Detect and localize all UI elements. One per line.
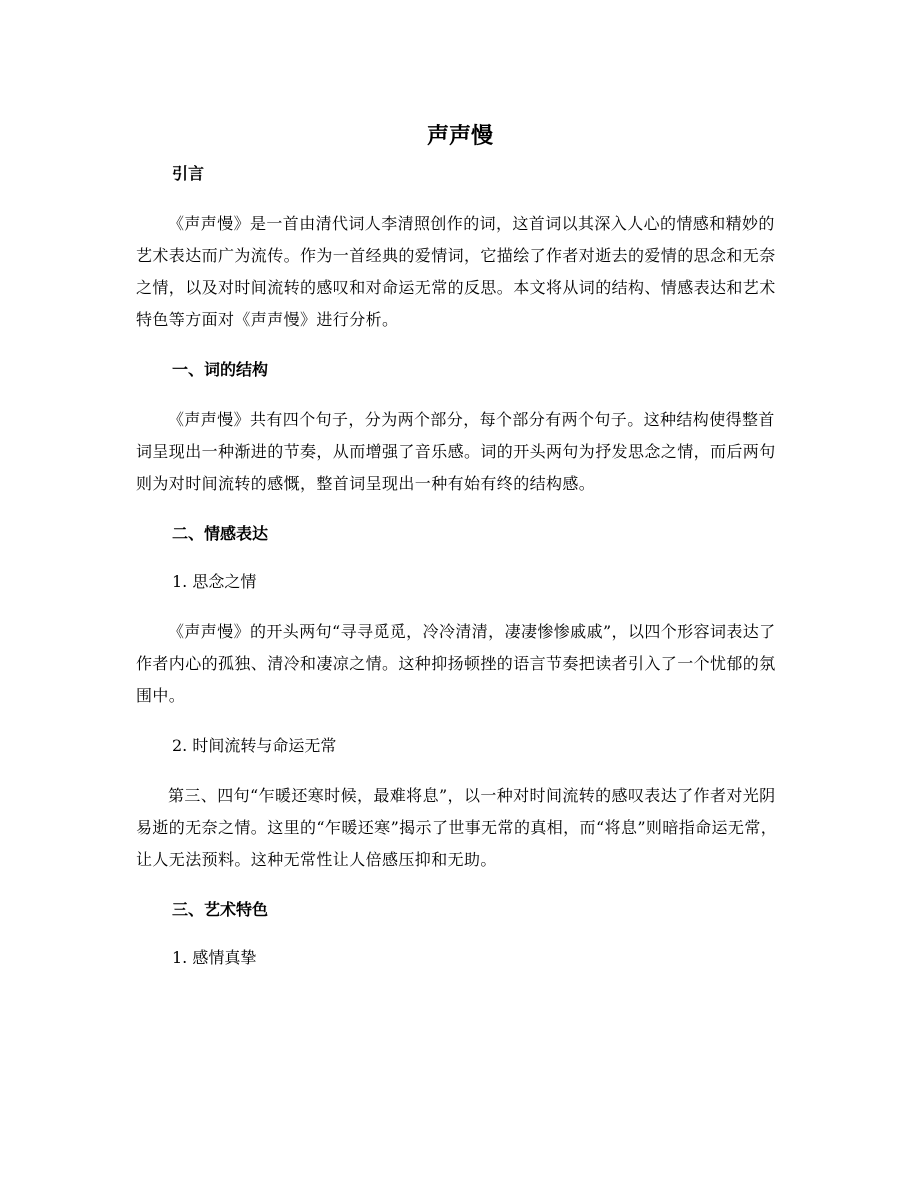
section1-paragraph: 《声声慢》共有四个句子，分为两个部分，每个部分有两个句子。这种结构使得整首词呈现出一种渐进的节奏，从而增强了音乐感。词的开头两句为抒发思念之情，而后两句则为对时间流转的感慨，整首词呈现出一种有始有终的结构感。 — [136, 410, 776, 493]
document-title: 声声慢 — [426, 124, 493, 149]
section3-heading: 三、艺术特色 — [172, 900, 269, 919]
section2-heading: 二、情感表达 — [172, 524, 269, 543]
section1-heading: 一、词的结构 — [172, 360, 269, 379]
section2-sub1-paragraph: 《声声慢》的开头两句“寻寻觅觅，冷冷清清，凄凄惨惨戚戚”，以四个形容词表达了作者内心的孤独、清冷和凄凉之情。这种抑扬顿挫的语言节奏把读者引入了一个忧郁的氛围中。 — [136, 622, 776, 705]
intro-paragraph: 《声声慢》是一首由清代词人李清照创作的词，这首词以其深入人心的情感和精妙的艺术表达而广为流传。作为一首经典的爱情词，它描绘了作者对逝去的爱情的思念和无奈之情，以及对时间流转的感叹和对命运无常的反思。本文将从词的结构、情感表达和艺术特色等方面对《声声慢》进行分析。 — [136, 214, 776, 329]
section2-subheading-1: 1. 思念之情 — [172, 572, 257, 591]
document-body — [136, 118, 784, 992]
section3-subheading-1: 1. 感情真挚 — [172, 948, 257, 967]
intro-heading: 引言 — [172, 164, 205, 183]
section2-sub2-paragraph: 第三、四句“乍暖还寒时候，最难将息”，以一种对时间流转的感叹表达了作者对光阴易逝的无奈之情。这里的“乍暖还寒”揭示了世事无常的真相，而“将息”则暗指命运无常，让人无法预料。这种无常性让人倍感压抑和无助。 — [136, 786, 778, 869]
section2-subheading-2: 2. 时间流转与命运无常 — [172, 736, 337, 755]
